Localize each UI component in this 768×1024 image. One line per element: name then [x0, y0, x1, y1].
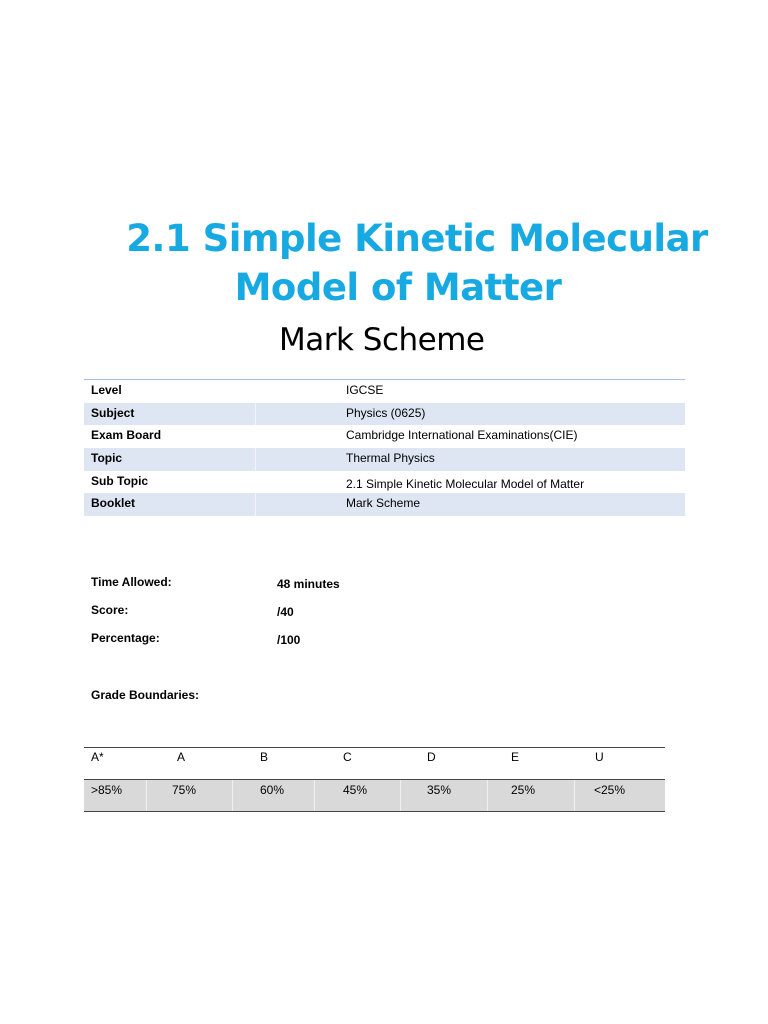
info-table [84, 379, 685, 516]
grade-header: U [595, 750, 604, 764]
grade-value: >85% [91, 783, 123, 797]
exam-summary [91, 575, 391, 659]
grade-header: E [511, 750, 520, 764]
document-subtitle: Mark Scheme [279, 322, 485, 358]
grade-value: 75% [172, 783, 197, 797]
grade-header: A* [91, 750, 104, 764]
summary-row-time [91, 575, 391, 603]
summary-row-score [91, 603, 391, 631]
grade-value: <25% [594, 783, 626, 797]
info-label: Exam Board [91, 428, 162, 443]
summary-value: /100 [277, 633, 301, 647]
info-value: Mark Scheme [346, 496, 421, 511]
info-value: Thermal Physics [346, 451, 435, 466]
grade-value: 60% [260, 783, 285, 797]
info-row-topic [84, 448, 685, 471]
grade-header: C [343, 750, 352, 764]
summary-value: /40 [277, 605, 294, 619]
info-value: Cambridge International Examinations(CIE) [346, 428, 578, 443]
grade-header-row [84, 747, 665, 780]
document-title-line-2: Model of Matter [234, 266, 562, 309]
document-title-line-1: 2.1 Simple Kinetic Molecular [126, 217, 708, 260]
grade-boundaries-label: Grade Boundaries: [91, 688, 200, 702]
info-label: Level [91, 383, 122, 397]
info-row-exam-board [84, 425, 685, 448]
summary-label: Time Allowed: [91, 575, 172, 589]
summary-value: 48 minutes [277, 577, 340, 591]
document-title [40, 214, 756, 312]
grade-value: 45% [343, 783, 368, 797]
grade-header: B [260, 750, 269, 764]
info-row-level [84, 380, 685, 403]
grade-value: 35% [427, 783, 452, 797]
info-label: Booklet [91, 496, 136, 511]
summary-row-percentage [91, 631, 391, 659]
grade-value-row [84, 780, 665, 812]
grade-header: D [427, 750, 436, 764]
info-value: Physics (0625) [346, 405, 426, 420]
info-label: Sub Topic [91, 473, 149, 488]
info-row-booklet [84, 493, 685, 516]
grade-boundaries-table [84, 747, 665, 812]
info-label: Topic [91, 451, 123, 466]
grade-header: A [177, 750, 186, 764]
summary-label: Score: [91, 603, 129, 617]
summary-label: Percentage: [91, 631, 160, 645]
info-value: IGCSE [346, 383, 384, 397]
grade-value: 25% [511, 783, 536, 797]
info-row-subject [84, 403, 685, 426]
info-row-sub-topic [84, 471, 685, 494]
info-label: Subject [91, 405, 135, 420]
info-value: 2.1 Simple Kinetic Molecular Model of Matter [346, 476, 585, 491]
